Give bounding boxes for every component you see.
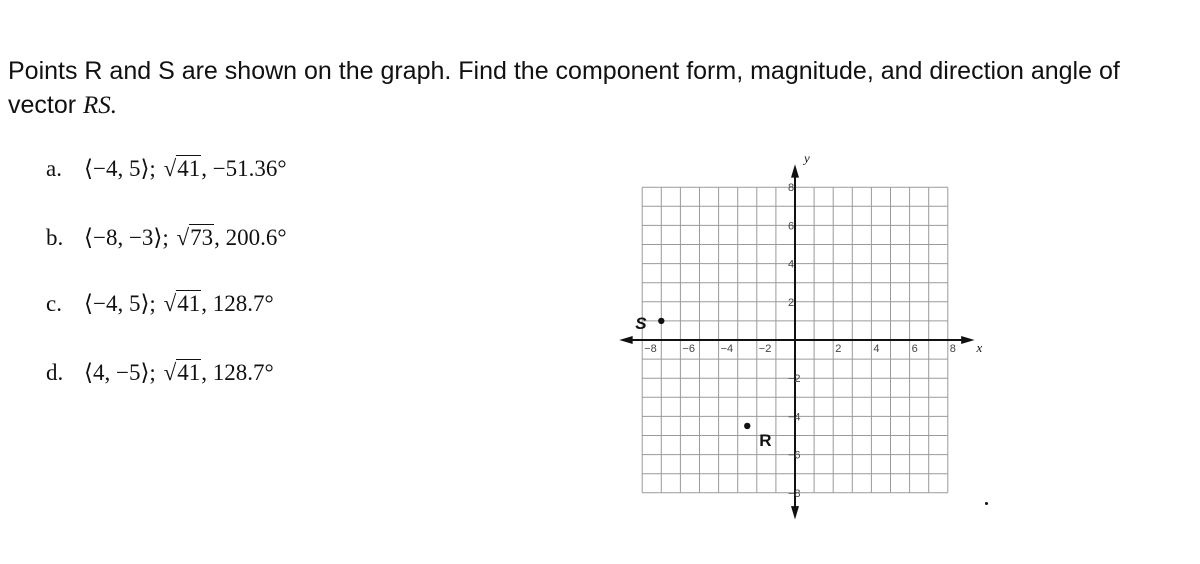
y-tick-label: 6	[788, 220, 795, 233]
x-tick-label: −2	[758, 343, 772, 355]
radicand: 41	[177, 156, 201, 181]
y-tick-label: 4	[788, 258, 795, 271]
x-tick-label: 4	[873, 343, 880, 355]
y-tick-label: −6	[788, 449, 801, 462]
point-r	[744, 423, 750, 429]
choice-angle: , 128.7°	[201, 360, 274, 385]
x-axis-right-arrow-icon	[961, 336, 974, 344]
x-tick-label: 2	[835, 343, 842, 355]
choice-letter: d.	[46, 360, 64, 385]
sqrt-expression	[175, 225, 215, 251]
y-tick-label: 2	[788, 296, 795, 309]
y-axis-down-arrow-icon	[791, 506, 799, 519]
choice-letter: b.	[46, 225, 64, 250]
choice-d[interactable]	[46, 360, 274, 386]
y-tick-label: 8	[788, 182, 795, 195]
question-text	[8, 54, 1188, 123]
x-tick-label: 6	[911, 343, 918, 355]
choice-component: ⟨−4, 5⟩;	[84, 156, 156, 181]
choice-angle: , −51.36°	[201, 156, 287, 181]
y-tick-label: −8	[788, 487, 801, 500]
choice-angle: , 200.6°	[214, 225, 287, 250]
choice-component: ⟨4, −5⟩;	[84, 360, 156, 385]
radicand: 41	[177, 360, 201, 385]
y-axis-label: y	[804, 150, 810, 166]
choice-angle: , 128.7°	[201, 291, 274, 316]
x-tick-label: −8	[644, 343, 657, 355]
radicand: 73	[190, 225, 214, 250]
point-label-r: R	[759, 430, 772, 450]
choice-b[interactable]	[46, 225, 287, 251]
sqrt-icon: √	[176, 225, 190, 250]
sqrt-expression	[162, 291, 202, 317]
sqrt-icon: √	[163, 360, 177, 385]
sqrt-icon: √	[163, 291, 177, 316]
y-tick-label: −2	[788, 373, 801, 386]
y-tick-label: −4	[788, 411, 801, 424]
x-axis-left-arrow-icon	[619, 336, 632, 344]
y-axis-up-arrow-icon	[791, 164, 799, 177]
choice-letter: c.	[46, 291, 62, 316]
point-s	[658, 318, 664, 324]
x-tick-label: 8	[949, 343, 956, 355]
radicand: 41	[177, 291, 201, 316]
choice-letter: a.	[46, 156, 62, 181]
sqrt-expression	[162, 360, 202, 386]
choice-a[interactable]	[46, 156, 287, 182]
choice-component: ⟨−8, −3⟩;	[84, 225, 169, 250]
stray-dot	[985, 502, 988, 505]
x-tick-label: −4	[720, 343, 734, 355]
question-prompt: Points R and S are shown on the graph. Find the component form, magnitude, and direction angle of vector	[8, 57, 1120, 119]
vector-name: RS.	[83, 92, 118, 119]
choice-component: ⟨−4, 5⟩;	[84, 291, 156, 316]
choice-c[interactable]	[46, 291, 274, 317]
coordinate-graph	[615, 150, 983, 525]
x-axis-label: x	[976, 340, 983, 355]
x-tick-label: −6	[682, 343, 695, 355]
sqrt-icon: √	[163, 156, 177, 181]
point-label-s: S	[635, 313, 647, 333]
sqrt-expression	[162, 156, 202, 182]
